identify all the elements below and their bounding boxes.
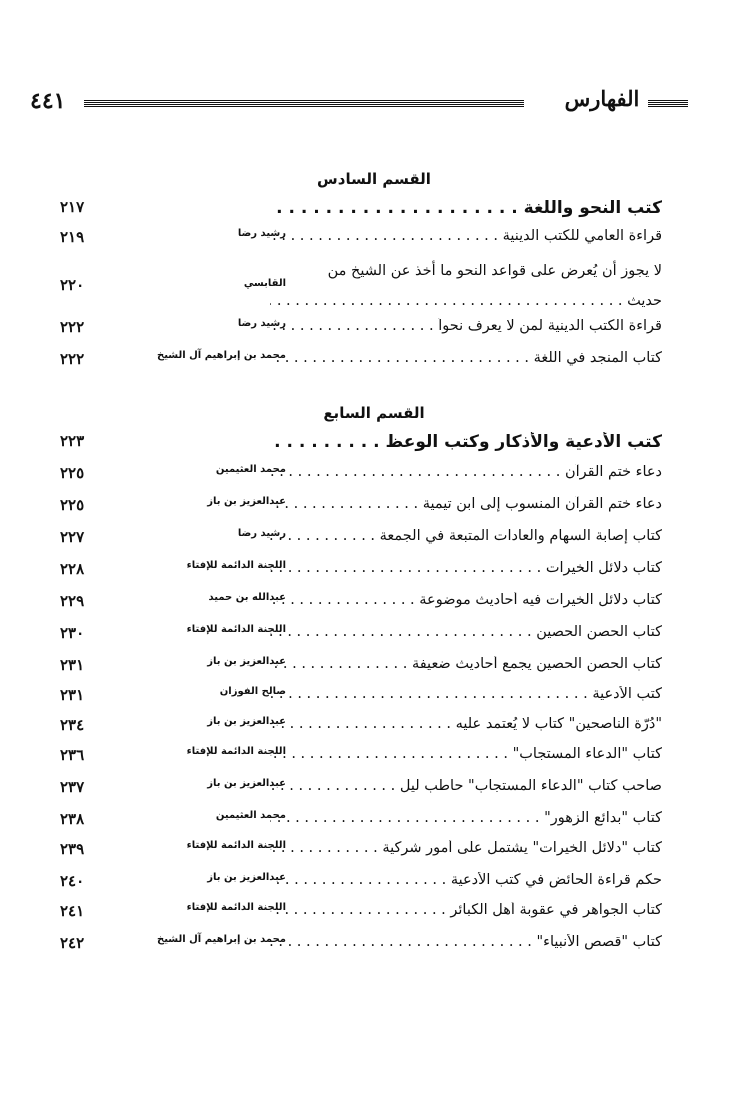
toc-row [0, 872, 748, 902]
entry-author: عبدالعزيز بن باز [207, 716, 286, 727]
toc-row [0, 592, 748, 622]
entry-author: اللجنة الدائمة للإفتاء [186, 746, 286, 757]
header-rule-right [648, 100, 688, 108]
entry-title-line2: حديث . . . [270, 286, 662, 316]
entry-page: ٢٤٢ [60, 934, 85, 952]
entry-author: عبدالعزيز بن باز [207, 778, 286, 789]
toc-row [0, 256, 748, 316]
entry-page: ٢٣٦ [60, 746, 85, 764]
toc-row [0, 716, 748, 746]
toc-row [0, 778, 748, 808]
entry-author: رشيد رضا [237, 528, 286, 539]
toc-row [0, 464, 748, 494]
entry-title: صاحب كتاب "الدعاء المستجاب" حاطب ليل . . . [270, 778, 662, 794]
entry-page: ٢٢٩ [60, 592, 85, 610]
entry-author: اللجنة الدائمة للإفتاء [186, 560, 286, 571]
entry-author: عبدالعزيز بن باز [207, 496, 286, 507]
entry-page: ٢٣٧ [60, 778, 85, 796]
entry-title-line1: لا يجوز أن يُعرض على قواعد النحو ما أخذ عن الشيخ من [327, 263, 662, 279]
entry-page: ٢٣٩ [60, 840, 85, 858]
entry-page: ٢١٩ [60, 228, 85, 246]
toc-row [0, 624, 748, 654]
entry-page: ٢٢٥ [60, 464, 85, 482]
entry-page: ٢٤١ [60, 902, 85, 920]
category-title: كتب الأدعية والأذكار وكتب الوعظ . . . [270, 432, 662, 452]
category-title: كتب النحو واللغة . . . [270, 198, 662, 218]
entry-author: عبدالعزيز بن باز [207, 656, 286, 667]
toc-row [0, 228, 748, 258]
entry-page: ٢٢٢ [60, 318, 85, 336]
toc-row [0, 318, 748, 348]
entry-author: القابسي [243, 278, 286, 289]
running-title: الفهارس [564, 86, 640, 111]
section-heading: القسم السابع [323, 404, 425, 422]
entry-title: دعاء ختم القرآن المنسوب إلى ابن تيمية . . . [270, 496, 662, 512]
entry-author: محمد العثيمين [215, 464, 286, 475]
entry-author: محمد بن إبراهيم آل الشيخ [157, 350, 286, 361]
entry-title: كتاب إصابة السهام والعادات المتبعة في الجمعة . . . [270, 528, 662, 544]
entry-title: كتاب "دلائل الخيرات" يشتمل على أمور شركية . . . [270, 840, 662, 856]
entry-title: "دُرّة الناصحين" كتاب لا يُعتمد عليه . . . [270, 716, 662, 732]
entry-title [270, 256, 662, 316]
toc-row [0, 560, 748, 590]
entry-author: عبدالعزيز بن باز [207, 872, 286, 883]
category-row [0, 198, 748, 228]
category-page: ٢٢٣ [60, 432, 85, 450]
entry-page: ٢٢٢ [60, 350, 85, 368]
toc-row [0, 902, 748, 932]
entry-page: ٢٣١ [60, 686, 85, 704]
toc-row [0, 810, 748, 840]
entry-title: كتاب الجواهر في عقوبة أهل الكبائر . . . [270, 902, 662, 918]
entry-title: كتاب الحصن الحصين . . . [270, 624, 662, 640]
entry-author: اللجنة الدائمة للإفتاء [186, 840, 286, 851]
toc-row [0, 528, 748, 558]
entry-author: محمد العثيمين [215, 810, 286, 821]
entry-title: قراءة العامي للكتب الدينية . . . [270, 228, 662, 244]
toc-row [0, 656, 748, 686]
entry-page: ٢٢٨ [60, 560, 85, 578]
entry-title: كتاب المنجد في اللغة . . . [270, 350, 662, 366]
entry-page: ٢٣١ [60, 656, 85, 674]
entry-author: رشيد رضا [237, 228, 286, 239]
page-number: ٤٤١ [30, 88, 66, 114]
entry-title: دعاء ختم القرآن . . . [270, 464, 662, 480]
toc-row [0, 840, 748, 870]
entry-author: اللجنة الدائمة للإفتاء [186, 624, 286, 635]
toc-row [0, 746, 748, 776]
entry-title: كتاب الحصن الحصين يجمع أحاديث ضعيفة . . . [270, 656, 662, 672]
entry-title: كتاب "قصص الأنبياء" . . . [270, 934, 662, 950]
entry-author: صالح الفوزان [219, 686, 286, 697]
entry-title: حكم قراءة الحائض في كتب الأدعية . . . [270, 872, 662, 888]
entry-page: ٢٢٠ [60, 276, 85, 294]
entry-page: ٢٣٠ [60, 624, 85, 642]
category-row [0, 432, 748, 462]
entry-title: كتب الأدعية . . . [270, 686, 662, 702]
toc-row [0, 934, 748, 964]
entry-page: ٢٢٥ [60, 496, 85, 514]
entry-title: كتاب دلائل الخيرات فيه أحاديث موضوعة . . . [270, 592, 662, 608]
entry-author: رشيد رضا [237, 318, 286, 329]
entry-page: ٢٣٤ [60, 716, 85, 734]
category-page: ٢١٧ [60, 198, 85, 216]
section-heading: القسم السادس [317, 170, 431, 188]
entry-author: اللجنة الدائمة للإفتاء [186, 902, 286, 913]
toc-row [0, 496, 748, 526]
entry-author: عبدالله بن حميد [208, 592, 286, 603]
toc-row [0, 686, 748, 716]
entry-author: محمد بن إبراهيم آل الشيخ [157, 934, 286, 945]
entry-title: كتاب "بدائع الزهور" . . . [270, 810, 662, 826]
toc-row [0, 350, 748, 380]
entry-page: ٢٢٧ [60, 528, 85, 546]
header-rule-left [84, 100, 524, 108]
entry-title: كتاب "الدعاء المستجاب" . . . [270, 746, 662, 762]
entry-page: ٢٣٨ [60, 810, 85, 828]
entry-page: ٢٤٠ [60, 872, 85, 890]
entry-title: كتاب دلائل الخيرات . . . [270, 560, 662, 576]
entry-title: قراءة الكتب الدينية لمن لا يعرف نحواً . . . [270, 318, 662, 334]
